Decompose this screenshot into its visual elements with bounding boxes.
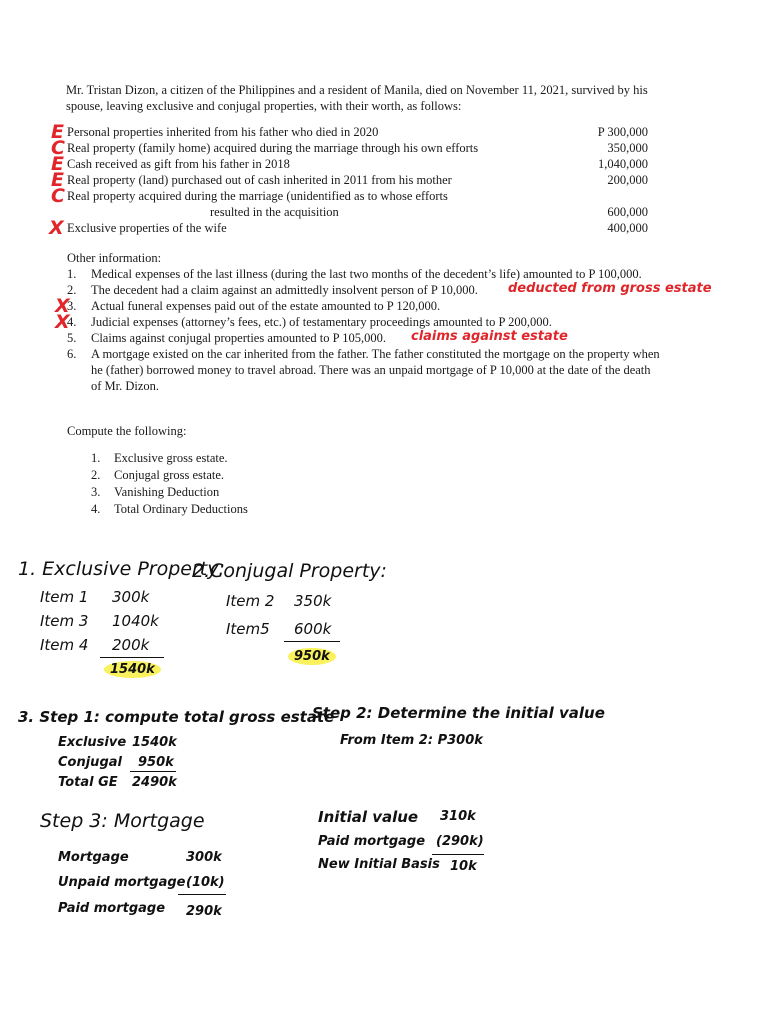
item-number: 5.: [67, 331, 77, 345]
property-mark: X: [49, 217, 64, 239]
item-text: Actual funeral expenses paid out of the estate amounted to P 120,000.: [91, 299, 441, 313]
property-amount: 200,000: [607, 173, 648, 187]
item-text: Claims against conjugal properties amounted to P 105,000.: [91, 331, 386, 345]
exclusive-value: 200k: [112, 636, 150, 654]
step1-value: 950k: [138, 755, 174, 770]
step1-value: 2490k: [132, 775, 177, 790]
sum-line: [284, 641, 340, 642]
property-text: Real property (land) purchased out of cash inherited in 2011 from his mother: [67, 173, 452, 187]
item-number: 4.: [91, 502, 101, 516]
step3-title: Step 3: Mortgage: [40, 810, 205, 832]
item-number: 1.: [91, 451, 101, 465]
sum-line: [178, 894, 226, 895]
item-text: Total Ordinary Deductions: [114, 502, 248, 516]
exclusive-value: 300k: [112, 588, 150, 606]
item-number: 3.: [67, 299, 77, 313]
property-text: Cash received as gift from his father in 2018: [67, 157, 290, 171]
iv-value: 310k: [440, 809, 476, 824]
conjugal-value: 600k: [294, 620, 332, 638]
item-text: Exclusive gross estate.: [114, 451, 228, 465]
step1-title: 3. Step 1: compute total gross estate: [18, 708, 335, 726]
property-mark: C: [51, 185, 65, 207]
handwritten-note: claims against estate: [411, 329, 568, 344]
item-number: 3.: [91, 485, 101, 499]
item-text: he (father) borrowed money to travel abroad. There was an unpaid mortgage of P 10,000 at the date of the death: [91, 363, 651, 377]
exclusive-item: Item 4: [40, 636, 89, 654]
property-amount: 350,000: [607, 141, 648, 155]
property-mark: E: [51, 153, 64, 175]
item-text: Vanishing Deduction: [114, 485, 220, 499]
property-amount: P 300,000: [597, 125, 648, 139]
exclusive-item: Item 3: [40, 612, 89, 630]
item-text: The decedent had a claim against an admittedly insolvent person of P 10,000.: [91, 283, 478, 297]
iv-value: 10k: [450, 859, 477, 874]
step2-line: From Item 2: P300k: [340, 733, 483, 748]
exclusive-title: 1. Exclusive Property:: [18, 558, 225, 580]
property-mark: C: [51, 137, 65, 159]
step3-label: Paid mortgage: [58, 901, 166, 916]
iv-value: (290k): [436, 834, 484, 849]
iv-label: Paid mortgage: [318, 834, 426, 849]
iv-label: New Initial Basis: [318, 857, 440, 872]
item-number: 6.: [67, 347, 77, 361]
property-amount: 600,000: [607, 205, 648, 219]
item-text: of Mr. Dizon.: [91, 379, 160, 393]
intro-line-1: Mr. Tristan Dizon, a citizen of the Philippines and a resident of Manila, died on November 11, 2021, survived by his: [66, 83, 648, 97]
property-text: resulted in the acquisition: [210, 205, 339, 219]
step1-label: Exclusive: [58, 735, 127, 750]
step1-label: Conjugal: [58, 755, 122, 770]
item-text: Medical expenses of the last illness (during the last two months of the decedent’s life) amounted to P 100,000.: [91, 267, 642, 281]
item-mark: X: [55, 311, 70, 333]
iv-label: Initial value: [318, 808, 419, 826]
item-number: 2.: [91, 468, 101, 482]
item-text: Judicial expenses (attorney’s fees, etc.) of testamentary proceedings amounted to P 200,000.: [91, 315, 552, 329]
conjugal-value: 350k: [294, 592, 332, 610]
step3-label: Unpaid mortgage: [58, 875, 186, 890]
compute-title: Compute the following:: [67, 424, 187, 438]
item-number: 4.: [67, 315, 77, 329]
item-number: 1.: [67, 267, 77, 281]
exclusive-item: Item 1: [40, 588, 89, 606]
conjugal-total: 950k: [288, 649, 336, 664]
property-mark: E: [51, 169, 64, 191]
step1-value: 1540k: [132, 735, 177, 750]
item-number: 2.: [67, 283, 77, 297]
sum-line: [130, 771, 176, 772]
exclusive-value: 1040k: [112, 612, 159, 630]
sum-line: [432, 854, 484, 855]
item-mark: X: [55, 295, 70, 317]
step1-label: Total GE: [58, 775, 118, 790]
property-text: Exclusive properties of the wife: [67, 221, 227, 235]
exclusive-total: 1540k: [104, 662, 161, 677]
step3-value: (10k): [186, 875, 225, 890]
step3-value: 300k: [186, 850, 222, 865]
intro-line-2: spouse, leaving exclusive and conjugal properties, with their worth, as follows:: [66, 99, 462, 113]
step2-title: Step 2: Determine the initial value: [312, 704, 605, 722]
other-info-title: Other information:: [67, 251, 162, 265]
conjugal-item: Item5: [226, 620, 270, 638]
handwritten-note: deducted from gross estate: [508, 281, 712, 296]
item-text: Conjugal gross estate.: [114, 468, 225, 482]
property-text: Real property acquired during the marriage (unidentified as to whose efforts: [67, 189, 448, 203]
conjugal-title: 2.Conjugal Property:: [192, 560, 387, 582]
property-text: Real property (family home) acquired during the marriage through his own efforts: [67, 141, 479, 155]
step3-value: 290k: [186, 904, 222, 919]
conjugal-item: Item 2: [226, 592, 275, 610]
property-text: Personal properties inherited from his father who died in 2020: [67, 125, 379, 139]
property-mark: E: [51, 121, 64, 143]
property-amount: 1,040,000: [598, 157, 648, 171]
sum-line: [100, 657, 164, 658]
step3-label: Mortgage: [58, 850, 129, 865]
item-text: A mortgage existed on the car inherited from the father. The father constituted the mortgage on the property when: [91, 347, 660, 361]
property-amount: 400,000: [607, 221, 648, 235]
